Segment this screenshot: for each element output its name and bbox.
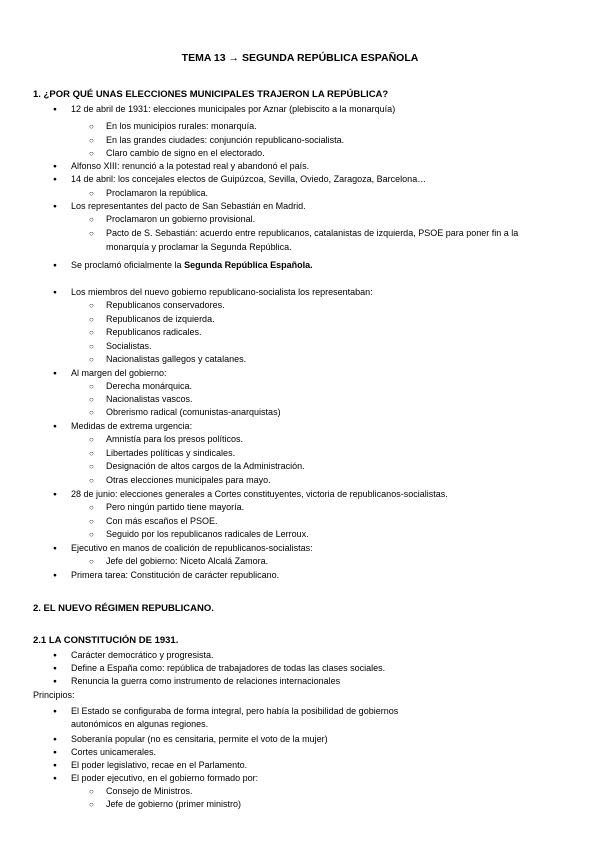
list-item: ● 28 de junio: elecciones generales a Cortes constituyentes, victoria de republicanos-socialistas. (71, 489, 448, 500)
section-1-heading: 1. ¿POR QUÉ UNAS ELECCIONES MUNICIPALES TRAJERON LA REPÚBLICA? (33, 89, 389, 100)
list-item: ● El Estado se configuraba de forma integral, pero había la posibilidad de gobiernos (71, 706, 398, 717)
list-item: ● Renuncia la guerra como instrumento de relaciones internacionales (71, 676, 340, 687)
proclamation-emphasis: Segunda República Española. (184, 260, 313, 270)
page-title: TEMA 13 → SEGUNDA REPÚBLICA ESPAÑOLA (181, 52, 419, 64)
list-item: ○ Seguido por los republicanos radicales de Lerroux. (106, 529, 309, 540)
list-item-continuation: monarquía y proclamar la Segunda República. (106, 242, 292, 252)
list-item: ○ Proclamaron un gobierno provisional. (106, 214, 255, 225)
proclamation-text: Se proclamó oficialmente la (71, 260, 182, 270)
list-item: ○ En los municipios rurales: monarquía. (106, 121, 257, 132)
list-item: ● Al margen del gobierno: (71, 368, 167, 379)
list-item: ● Los representantes del pacto de San Sebastián en Madrid. (71, 201, 306, 212)
list-item: ● El poder legislativo, recae en el Parlamento. (71, 760, 247, 771)
list-item-continuation: autonómicos en algunas regiones. (71, 719, 209, 729)
list-item: ○ Otras elecciones municipales para mayo. (106, 475, 271, 486)
list-item: ○ Consejo de Ministros. (106, 786, 193, 797)
list-item: ● Ejecutivo en manos de coalición de republicanos-socialistas: (71, 543, 313, 554)
list-item: ● Soberanía popular (no es censitaria, permite el voto de la mujer) (71, 734, 328, 745)
list-item: ○ En las grandes ciudades: conjunción republicano-socialista. (106, 135, 344, 146)
principios-label: Principios: (33, 690, 75, 700)
list-item: ○ Proclamaron la república. (106, 188, 208, 199)
list-item: ● Alfonso XIII: renunció a la potestad real y abandonó el país. (71, 161, 309, 172)
list-item: ○ Libertades políticas y sindicales. (106, 448, 235, 459)
list-item: ○ Pero ningún partido tiene mayoría. (106, 502, 244, 513)
list-item: ● Los miembros del nuevo gobierno republicano-socialista los representaban: (71, 287, 373, 298)
list-item: ○ Designación de altos cargos de la Administración. (106, 461, 305, 472)
section-2-heading: 2. EL NUEVO RÉGIMEN REPUBLICANO. (33, 603, 214, 614)
list-item: ● Carácter democrático y progresista. (71, 650, 214, 661)
list-item (71, 260, 313, 271)
list-item: ● Define a España como: república de trabajadores de todas las clases sociales. (71, 663, 385, 674)
list-item: ○ Con más escaños el PSOE. (106, 516, 218, 527)
list-item: ● 12 de abril de 1931: elecciones municipales por Aznar (plebiscito a la monarquía) (71, 104, 395, 115)
list-item: ○ Pacto de S. Sebastián: acuerdo entre republicanos, catalanistas de izquierda, PSOE para poner fin a la (106, 228, 518, 239)
list-item: ○ Republicanos radicales. (106, 327, 202, 338)
list-item: ○ Jefe del gobierno: Niceto Alcalá Zamora. (106, 556, 268, 567)
list-item: ○ Nacionalistas vascos. (106, 394, 193, 405)
section-2-1-heading: 2.1 LA CONSTITUCIÓN DE 1931. (33, 635, 179, 646)
list-item: ○ Claro cambio de signo en el electorado. (106, 148, 265, 159)
list-item: ○ Republicanos conservadores. (106, 300, 225, 311)
list-item: ○ Socialistas. (106, 341, 152, 352)
list-item: ● Cortes unicamerales. (71, 747, 156, 758)
list-item: ● Primera tarea: Constitución de carácter republicano. (71, 570, 279, 581)
list-item: ○ Obrerismo radical (comunistas-anarquistas) (106, 407, 281, 418)
list-item: ○ Jefe de gobierno (primer ministro) (106, 799, 241, 810)
list-item: ● 14 de abril: los concejales electos de Guipúzcoa, Sevilla, Oviedo, Zaragoza, Barcelona… (71, 174, 426, 185)
list-item: ○ Republicanos de izquierda. (106, 314, 215, 325)
list-item: ● Medidas de extrema urgencia: (71, 421, 192, 432)
list-item: ○ Amnistía para los presos políticos. (106, 434, 243, 445)
list-item: ● El poder ejecutivo, en el gobierno formado por: (71, 773, 258, 784)
list-item: ○ Nacionalistas gallegos y catalanes. (106, 354, 246, 365)
list-item: ○ Derecha monárquica. (106, 381, 192, 392)
